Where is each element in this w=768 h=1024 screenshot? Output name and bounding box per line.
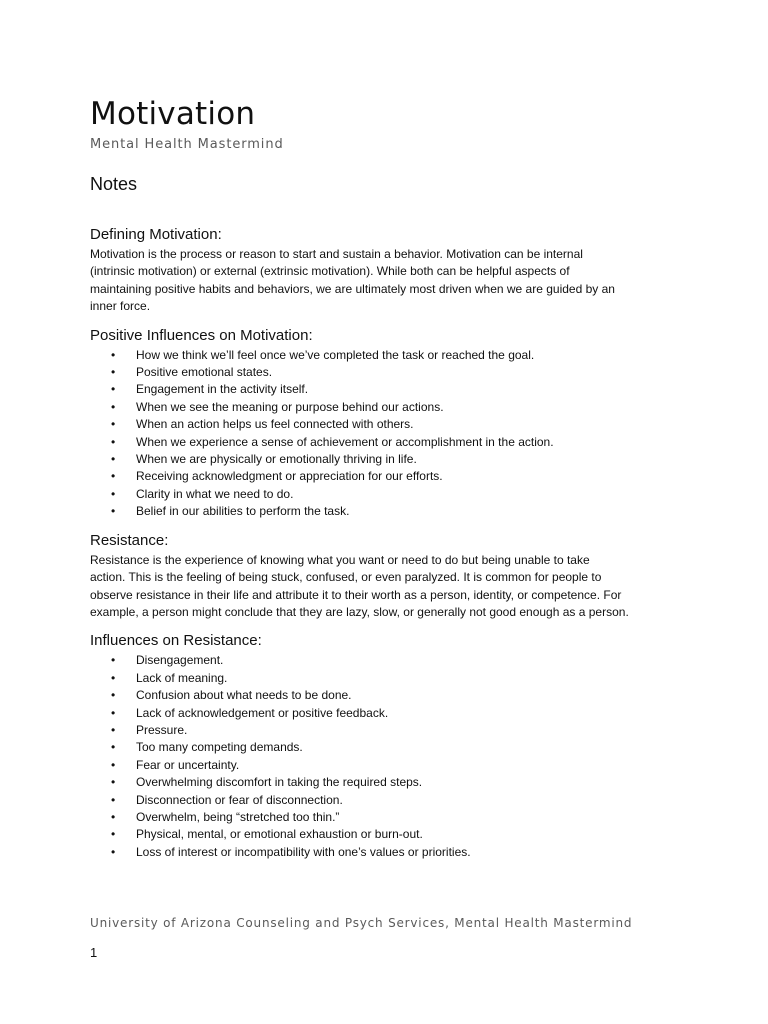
paragraph-resistance — [90, 552, 690, 622]
list-item-text: Positive emotional states. — [136, 365, 273, 380]
list-item-text: Too many competing demands. — [136, 740, 303, 755]
list-item — [90, 792, 690, 809]
list-item-text: When we experience a sense of achievement or accomplishment in the action. — [136, 434, 554, 449]
list-item — [90, 486, 690, 503]
list-item-text: Engagement in the activity itself. — [136, 382, 309, 397]
list-item — [90, 705, 690, 722]
list-item-text: Confusion about what needs to be done. — [136, 688, 352, 703]
list-item-text: When we see the meaning or purpose behind our actions. — [136, 399, 444, 414]
bullet-icon: • — [111, 486, 116, 501]
list-item — [90, 503, 690, 520]
list-item — [90, 687, 690, 704]
document-body — [90, 225, 690, 861]
section-heading-influences-resistance: Influences on Resistance: — [90, 632, 262, 650]
list-item — [90, 774, 690, 791]
bullet-icon: • — [111, 775, 116, 790]
section-heading-defining-motivation: Defining Motivation: — [90, 226, 222, 243]
paragraph-line: (intrinsic motivation) or external (extrinsic motivation). While both can be helpful aspects of — [90, 264, 570, 279]
list-item-text: Clarity in what we need to do. — [136, 486, 294, 501]
bullet-icon: • — [111, 399, 116, 414]
paragraph-line: observe resistance in their life and attribute it to their worth as a person, identity, or competence. For — [90, 587, 622, 602]
document-title: Motivation — [90, 96, 256, 132]
paragraph-line: Resistance is the experience of knowing what you want or need to do but being unable to take — [90, 552, 590, 567]
list-item — [90, 670, 690, 687]
list-item-text: Overwhelm, being “stretched too thin.” — [136, 809, 340, 824]
list-item — [90, 844, 690, 861]
bullet-icon: • — [111, 452, 116, 467]
list-item — [90, 451, 690, 468]
paragraph-line: example, a person might conclude that they are lazy, slow, or generally not good enough as a person. — [90, 604, 629, 619]
list-item-text: Pressure. — [136, 722, 188, 737]
section-defining-motivation — [90, 225, 690, 316]
section-heading-positive-influences: Positive Influences on Motivation: — [90, 326, 313, 344]
list-item — [90, 364, 690, 381]
list-item-text: When an action helps us feel connected with others. — [136, 417, 414, 432]
bullet-icon: • — [111, 434, 116, 449]
bullet-icon: • — [111, 844, 116, 859]
list-item-text: Lack of meaning. — [136, 670, 228, 685]
document-subtitle: Mental Health Mastermind — [90, 137, 284, 152]
section-resistance — [90, 531, 690, 622]
bullet-icon: • — [111, 705, 116, 720]
list-item — [90, 416, 690, 433]
bullet-icon: • — [111, 757, 116, 772]
list-item — [90, 739, 690, 756]
list-item — [90, 722, 690, 739]
list-item-text: Fear or uncertainty. — [136, 757, 240, 772]
bullet-icon: • — [111, 670, 116, 685]
positive-influences-list — [90, 347, 690, 521]
paragraph-line: Motivation is the process or reason to start and sustain a behavior. Motivation can be internal — [90, 247, 583, 261]
list-item — [90, 809, 690, 826]
list-item-text: Belief in our abilities to perform the task. — [136, 504, 350, 519]
bullet-icon: • — [111, 504, 116, 519]
list-item — [90, 434, 690, 451]
list-item-text: Lack of acknowledgement or positive feedback. — [136, 705, 389, 720]
bullet-icon: • — [111, 740, 116, 755]
bullet-icon: • — [111, 347, 116, 362]
paragraph-line: maintaining positive habits and behaviors, we are ultimately most driven when we are guided by an — [90, 281, 615, 296]
bullet-icon: • — [111, 809, 116, 824]
list-item-text: Physical, mental, or emotional exhaustion or burn-out. — [136, 827, 423, 842]
paragraph-defining-motivation — [90, 246, 690, 316]
section-heading-resistance: Resistance: — [90, 531, 169, 549]
bullet-icon: • — [111, 653, 116, 668]
list-item-text: Overwhelming discomfort in taking the required steps. — [136, 775, 423, 790]
list-item — [90, 399, 690, 416]
bullet-icon: • — [111, 688, 116, 703]
paragraph-line: inner force. — [90, 299, 151, 314]
bullet-icon: • — [111, 365, 116, 380]
list-item — [90, 757, 690, 774]
influences-resistance-list — [90, 652, 690, 861]
list-item — [90, 826, 690, 843]
bullet-icon: • — [111, 417, 116, 432]
list-item-text: Disengagement. — [136, 653, 224, 668]
bullet-icon: • — [111, 827, 116, 842]
footer-text: University of Arizona Counseling and Psych Services, Mental Health Mastermind — [90, 916, 633, 930]
bullet-icon: • — [111, 792, 116, 807]
paragraph-line: action. This is the feeling of being stuck, confused, or even paralyzed. It is common for people to — [90, 570, 602, 585]
list-item-text: Receiving acknowledgment or appreciation for our efforts. — [136, 469, 443, 484]
section-influences-resistance — [90, 631, 690, 861]
list-item-text: Disconnection or fear of disconnection. — [136, 792, 343, 807]
page-number: 1 — [90, 945, 98, 960]
list-item — [90, 468, 690, 485]
notes-heading: Notes — [90, 174, 138, 194]
list-item — [90, 381, 690, 398]
list-item-text: How we think we’ll feel once we’ve completed the task or reached the goal. — [136, 347, 535, 362]
bullet-icon: • — [111, 469, 116, 484]
bullet-icon: • — [111, 722, 116, 737]
section-positive-influences — [90, 326, 690, 521]
list-item-text: Loss of interest or incompatibility with one’s values or priorities. — [136, 844, 471, 859]
list-item-text: When we are physically or emotionally thriving in life. — [136, 452, 417, 467]
list-item — [90, 652, 690, 669]
list-item — [90, 347, 690, 364]
bullet-icon: • — [111, 382, 116, 397]
